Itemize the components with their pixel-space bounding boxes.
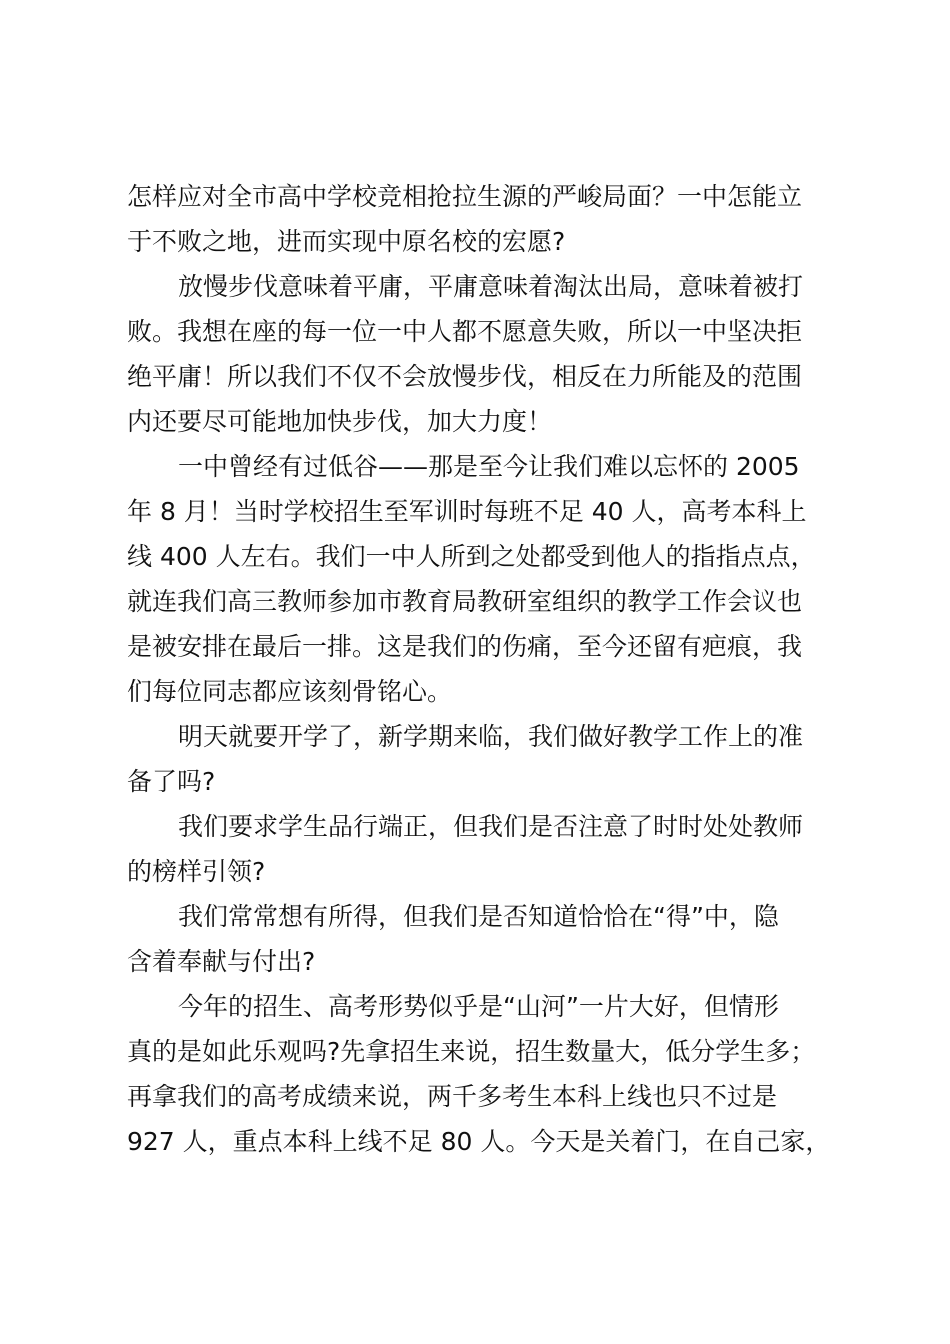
text-line: 再拿我们的高考成绩来说，两千多考生本科上线也只不过是: [127, 1082, 778, 1111]
text-line: 的榜样引领?: [127, 857, 266, 886]
text-line: 今年的招生、高考形势似乎是“山河”一片大好，但情形: [178, 992, 779, 1021]
paragraph-7: [127, 984, 833, 1164]
text-line: 就连我们高三教师参加市教育局教研室组织的教学工作会议也: [127, 587, 803, 616]
text-line: 我们要求学生品行端正，但我们是否注意了时时处处教师: [178, 812, 804, 841]
text-line: 一中曾经有过低谷——那是至今让我们难以忘怀的 2005: [178, 452, 800, 481]
document-body: [127, 174, 833, 1164]
paragraph-6: [127, 894, 833, 984]
text-line: 败。我想在座的每一位一中人都不愿意失败，所以一中坚决拒: [127, 317, 803, 346]
text-line: 们每位同志都应该刻骨铭心。: [127, 677, 453, 706]
text-line: 是被安排在最后一排。这是我们的伤痛，至今还留有疤痕，我: [127, 632, 803, 661]
text-line: 放慢步伐意味着平庸，平庸意味着淘汰出局，意味着被打: [178, 272, 804, 301]
paragraph-1: [127, 174, 833, 264]
paragraph-4: [127, 714, 833, 804]
text-line: 绝平庸！所以我们不仅不会放慢步伐，相反在力所能及的范围: [127, 362, 803, 391]
text-line: 我们常常想有所得，但我们是否知道恰恰在“得”中，隐: [178, 902, 779, 931]
text-line: 线 400 人左右。我们一中人所到之处都受到他人的指指点点，: [127, 542, 816, 571]
paragraph-5: [127, 804, 833, 894]
paragraph-2: [127, 264, 833, 444]
text-line: 怎样应对全市高中学校竞相抢拉生源的严峻局面？一中怎能立: [127, 182, 803, 211]
text-line: 927 人，重点本科上线不足 80 人。今天是关着门，在自己家，: [127, 1127, 831, 1156]
text-line: 备了吗?: [127, 767, 216, 796]
text-line: 明天就要开学了，新学期来临，我们做好教学工作上的准: [178, 722, 804, 751]
text-line: 内还要尽可能地加快步伐，加大力度！: [127, 407, 553, 436]
text-line: 真的是如此乐观吗?先拿招生来说，招生数量大，低分学生多；: [127, 1037, 816, 1066]
text-line: 于不败之地，进而实现中原名校的宏愿?: [127, 227, 566, 256]
text-line: 年 8 月！当时学校招生至军训时每班不足 40 人，高考本科上: [127, 497, 807, 526]
paragraph-3: [127, 444, 833, 714]
text-line: 含着奉献与付出?: [127, 947, 316, 976]
